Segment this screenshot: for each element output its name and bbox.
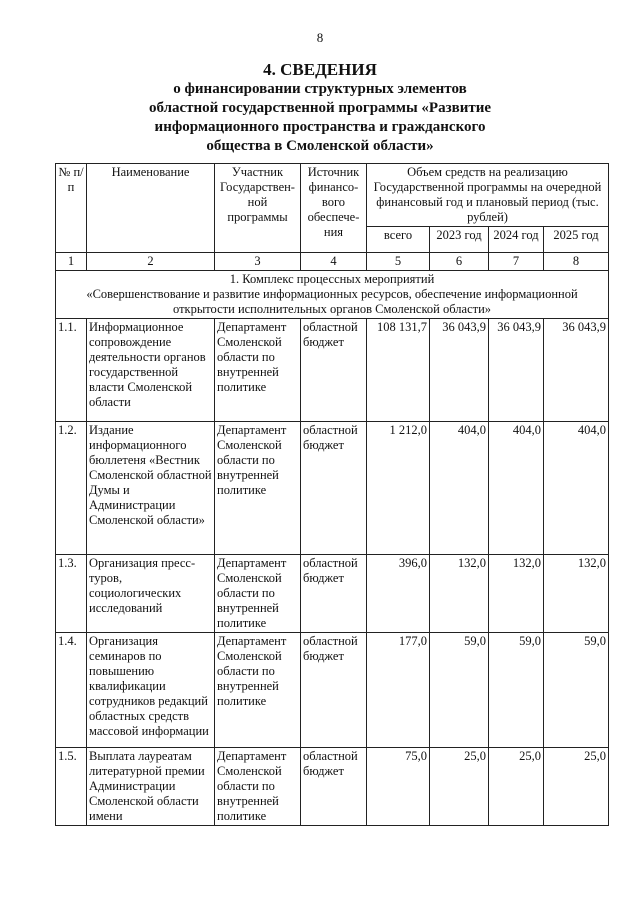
row-2024: 25,0 xyxy=(489,748,544,826)
row-2025: 132,0 xyxy=(544,555,609,633)
row-total: 108 131,7 xyxy=(367,319,430,422)
row-2025: 25,0 xyxy=(544,748,609,826)
row-name: Организация семинаров по повышению квалификации сотрудников редакций областных средств массовой информации xyxy=(87,633,215,748)
row-2024: 36 043,9 xyxy=(489,319,544,422)
row-source: областной бюджет xyxy=(301,748,367,826)
header-2025: 2025 год xyxy=(544,227,609,253)
column-index: 4 xyxy=(301,253,367,271)
row-2023: 132,0 xyxy=(430,555,489,633)
row-name: Издание информационного бюллетеня «Вестник Смоленской областной Думы и Администрации Смоленской области» xyxy=(87,422,215,555)
section-row xyxy=(56,271,609,319)
row-num: 1.4. xyxy=(56,633,87,748)
row-2025: 59,0 xyxy=(544,633,609,748)
column-index: 6 xyxy=(430,253,489,271)
row-participant: Департамент Смоленской области по внутренней политике xyxy=(215,319,301,422)
table-row xyxy=(56,555,609,633)
row-participant: Департамент Смоленской области по внутренней политике xyxy=(215,422,301,555)
row-total: 1 212,0 xyxy=(367,422,430,555)
financing-table xyxy=(55,163,609,826)
row-total: 396,0 xyxy=(367,555,430,633)
header-2024: 2024 год xyxy=(489,227,544,253)
row-participant: Департамент Смоленской области по внутренней политике xyxy=(215,555,301,633)
row-num: 1.1. xyxy=(56,319,87,422)
section-title-cell xyxy=(56,271,609,319)
header-total: всего xyxy=(367,227,430,253)
row-total: 177,0 xyxy=(367,633,430,748)
column-index: 3 xyxy=(215,253,301,271)
row-2023: 404,0 xyxy=(430,422,489,555)
column-index: 5 xyxy=(367,253,430,271)
row-participant: Департамент Смоленской области по внутренней политике xyxy=(215,633,301,748)
section-subtitle: «Совершенствование и развитие информационных ресурсов, обеспечение информационной открытости исполнительных органов Смоленской области» xyxy=(86,287,578,316)
heading-line: информационного пространства и гражданского xyxy=(154,119,486,135)
row-2025: 404,0 xyxy=(544,422,609,555)
row-source: областной бюджет xyxy=(301,555,367,633)
column-index-row xyxy=(56,253,609,271)
heading-line: общества в Смоленской области» xyxy=(206,138,434,154)
row-2025: 36 043,9 xyxy=(544,319,609,422)
row-2023: 59,0 xyxy=(430,633,489,748)
header-2023: 2023 год xyxy=(430,227,489,253)
row-2024: 132,0 xyxy=(489,555,544,633)
row-source: областной бюджет xyxy=(301,633,367,748)
column-index: 1 xyxy=(56,253,87,271)
table-header-row xyxy=(56,164,609,227)
row-2024: 404,0 xyxy=(489,422,544,555)
document-heading xyxy=(0,60,640,156)
row-total: 75,0 xyxy=(367,748,430,826)
row-num: 1.3. xyxy=(56,555,87,633)
row-2023: 25,0 xyxy=(430,748,489,826)
table-row xyxy=(56,633,609,748)
header-name: Наименование xyxy=(87,164,215,253)
heading-number-title: 4. СВЕДЕНИЯ xyxy=(263,60,377,79)
column-index: 7 xyxy=(489,253,544,271)
header-participant: Участник Государствен-ной программы xyxy=(215,164,301,253)
row-name: Выплата лауреатам литературной премии Администрации Смоленской области имени xyxy=(87,748,215,826)
row-participant: Департамент Смоленской области по внутренней политике xyxy=(215,748,301,826)
column-index: 2 xyxy=(87,253,215,271)
row-2023: 36 043,9 xyxy=(430,319,489,422)
table-row xyxy=(56,422,609,555)
row-2024: 59,0 xyxy=(489,633,544,748)
row-name: Информационное сопровождение деятельности органов государственной власти Смоленской области xyxy=(87,319,215,422)
column-index: 8 xyxy=(544,253,609,271)
row-num: 1.2. xyxy=(56,422,87,555)
header-volume: Объем средств на реализацию Государственной программы на очередной финансовый год и плановый период (тыс. рублей) xyxy=(367,164,609,227)
row-source: областной бюджет xyxy=(301,422,367,555)
table-row xyxy=(56,748,609,826)
table-row xyxy=(56,319,609,422)
page-number: 8 xyxy=(316,30,324,45)
row-name: Организация пресс-туров, социологических исследований xyxy=(87,555,215,633)
heading-line: областной государственной программы «Развитие xyxy=(148,100,492,116)
row-source: областной бюджет xyxy=(301,319,367,422)
heading-line: о финансировании структурных элементов xyxy=(173,81,467,97)
section-title: 1. Комплекс процессных мероприятий xyxy=(229,272,435,286)
header-source: Источник финансо-вого обеспече-ния xyxy=(301,164,367,253)
row-num: 1.5. xyxy=(56,748,87,826)
header-num: № п/п xyxy=(56,164,87,253)
